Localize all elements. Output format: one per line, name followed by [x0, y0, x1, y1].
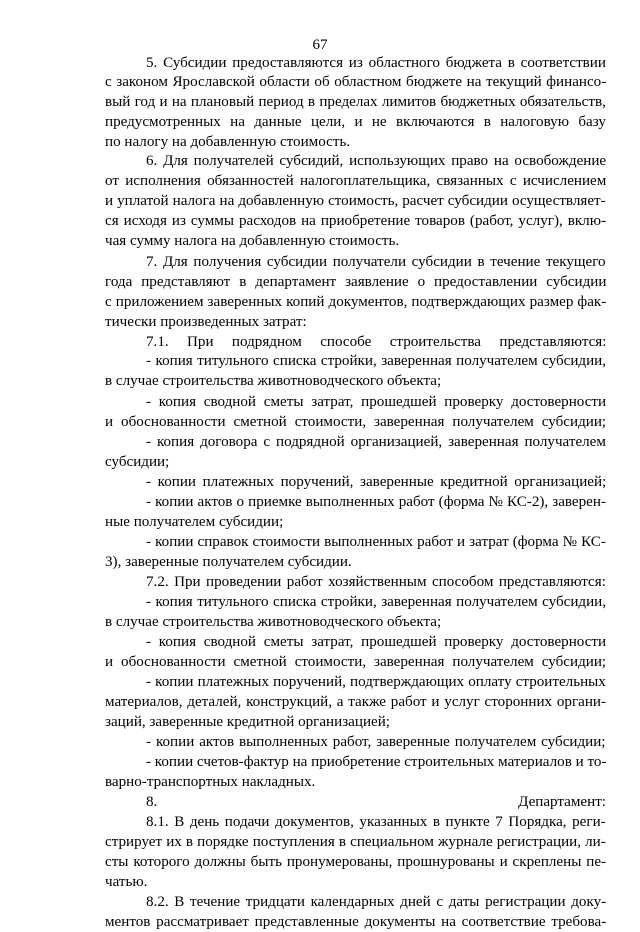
text-line: - копии платежных поручений, подтверждающих оплату строительных	[146, 674, 606, 690]
text-line: от исполнения обязанностей налогоплательщика, связанных с исчислением	[105, 173, 607, 189]
text-line: в случае строительства животноводческого объекта;	[105, 373, 442, 389]
text-line: с законом Ярославской области об областном бюджете на текущий финансо-	[105, 74, 607, 90]
text-line: материалов, деталей, конструкций, а также работ и услуг сторонних органи-	[105, 694, 607, 710]
text-line: ментов рассматривает представленные документы на соответствие требова-	[105, 914, 607, 930]
text-line: - копия договора с подрядной организацией, заверенная получателем	[146, 434, 606, 450]
text-line: и обоснованности сметной стоимости, заверенная получателем субсидии;	[105, 654, 607, 670]
text-line: 8.1. В день подачи документов, указанных в пункте 7 Порядка, реги-	[146, 814, 606, 830]
text-line: тически произведенных затрат:	[105, 314, 307, 330]
text-line: - копии актов выполненных работ, заверенные получателем субсидии;	[146, 734, 606, 750]
text-line: ные получателем субсидии;	[105, 514, 284, 530]
text-line: по налогу на добавленную стоимость.	[105, 134, 351, 150]
text-line: - копия титульного списка стройки, заверенная получателем субсидии,	[146, 594, 607, 610]
page-number: 67	[312, 37, 328, 53]
text-line: - копия сводной сметы затрат, прошедшей проверку достоверности	[146, 394, 607, 410]
text-line: 5. Субсидии предоставляются из областного бюджета в соответствии	[146, 55, 606, 71]
text-line: варно-транспортных накладных.	[105, 774, 316, 790]
text-line: 8.2. В течение тридцати календарных дней с даты регистрации доку-	[146, 894, 607, 910]
text-line: сты которого должны быть пронумерованы, прошнурованы и скреплены пе-	[105, 854, 607, 870]
text-line: 7.1. При подрядном способе строительства представляются:	[146, 334, 607, 350]
text-line: заций, заверенные кредитной организацией;	[105, 714, 390, 730]
text-line: субсидии;	[105, 454, 170, 470]
text-line: года представляют в департамент заявление о предоставлении субсидии	[105, 274, 607, 290]
text-line: 7.2. При проведении работ хозяйственным способом представляются:	[146, 574, 606, 590]
text-line: чатью.	[105, 874, 148, 890]
text-line: вый год и на плановый период в пределах лимитов бюджетных обязательств,	[105, 94, 606, 110]
text-line: чая сумму налога на добавленную стоимость.	[105, 233, 400, 249]
text-line: - копии актов о приемке выполненных работ (форма № КС-2), заверен-	[146, 494, 606, 510]
text-line: в случае строительства животноводческого объекта;	[105, 614, 442, 630]
text-line: ся исходя из суммы расходов на приобретение товаров (работ, услуг), вклю-	[105, 213, 607, 229]
text-line: и уплатой налога на добавленную стоимость, расчет субсидии осуществляет-	[105, 193, 606, 209]
text-line: - копия титульного списка стройки, заверенная получателем субсидии,	[146, 353, 607, 369]
text-line: 8. Департамент:	[146, 794, 606, 810]
text-line: с приложением заверенных копий документов, подтверждающих размер фак-	[105, 294, 607, 310]
text-line: 6. Для получателей субсидий, использующих право на освобождение	[146, 153, 607, 169]
text-line: - копии платежных поручений, заверенные кредитной организацией;	[146, 474, 607, 490]
text-line: и обоснованности сметной стоимости, заверенная получателем субсидии;	[105, 414, 607, 430]
text-line: - копия сводной сметы затрат, прошедшей проверку достоверности	[146, 634, 607, 650]
text-line: 7. Для получения субсидии получатели субсидии в течение текущего	[146, 254, 606, 270]
text-line: 3), заверенные получателем субсидии.	[105, 554, 352, 570]
text-line: - копии справок стоимости выполненных работ и затрат (форма № КС-	[146, 534, 606, 550]
text-line: предусмотренных на данные цели, и не включаются в налоговую базу	[105, 114, 606, 130]
text-line: стрирует их в порядке поступления в специальном журнале регистрации, ли-	[105, 834, 606, 850]
text-line: - копии счетов-фактур на приобретение строительных материалов и то-	[146, 754, 607, 770]
